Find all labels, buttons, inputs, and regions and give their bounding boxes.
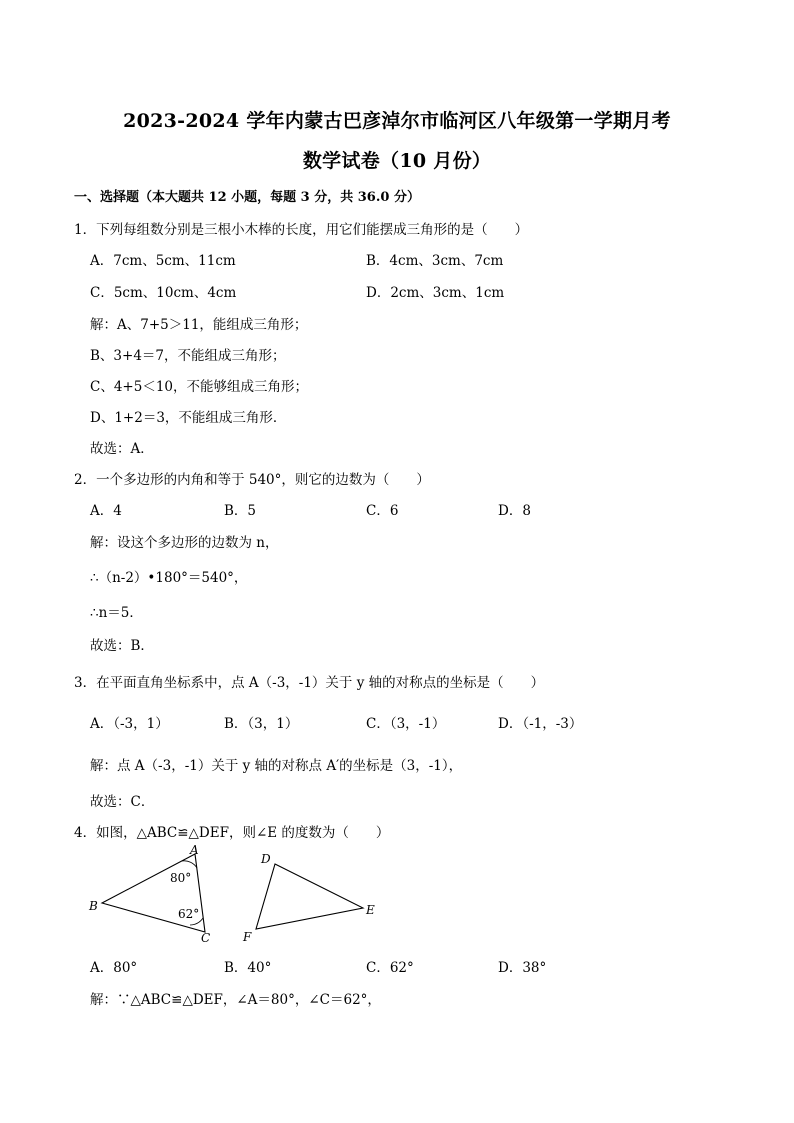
q2-option-d: D．8 bbox=[498, 503, 531, 519]
angle-c-value: 62° bbox=[178, 907, 200, 921]
angle-a-arc bbox=[182, 861, 197, 868]
q1-solution-line: 解：A、7+5＞11，能组成三角形； bbox=[90, 317, 308, 333]
q4-stem: 4．如图，△ABC≌△DEF，则∠E 的度数为（ ） bbox=[74, 825, 390, 841]
q4-option-a: A．80° bbox=[90, 960, 138, 976]
q2-option-b: B．5 bbox=[224, 503, 257, 519]
q1-stem: 1．下列每组数分别是三根小木棒的长度，用它们能摆成三角形的是（ ） bbox=[74, 222, 529, 238]
q2-option-c: C．6 bbox=[366, 503, 399, 519]
vertex-c-label: C bbox=[201, 931, 211, 945]
q2-stem: 2．一个多边形的内角和等于 540°，则它的边数为（ ） bbox=[74, 472, 430, 488]
q4-solution-line: 解：∵△ABC≌△DEF，∠A＝80°，∠C＝62°， bbox=[90, 992, 381, 1008]
q1-option-a: A．7cm、5cm、11cm bbox=[90, 253, 236, 269]
q3-answer: 故选：C． bbox=[90, 794, 155, 810]
q4-option-d: D．38° bbox=[498, 960, 547, 976]
q3-stem: 3．在平面直角坐标系中，点 A（-3，-1）关于 y 轴的对称点的坐标是（ ） bbox=[74, 675, 545, 691]
q2-solution-line: 解：设这个多边形的边数为 n， bbox=[90, 535, 279, 551]
vertex-f-label: F bbox=[243, 930, 252, 944]
q2-solution-line: ∴n＝5． bbox=[90, 605, 143, 621]
q3-option-b: B．（3，1） bbox=[224, 716, 299, 732]
q1-option-c: C．5cm、10cm、4cm bbox=[90, 285, 237, 301]
q4-option-c: C．62° bbox=[366, 960, 414, 976]
exam-title: 2023-2024 学年内蒙古巴彦淖尔市临河区八年级第一学期月考 bbox=[123, 110, 671, 132]
q1-solution-line: B、3+4＝7，不能组成三角形； bbox=[90, 348, 286, 364]
q1-option-d: D．2cm、3cm、1cm bbox=[366, 285, 505, 301]
q2-option-a: A．4 bbox=[90, 503, 122, 519]
vertex-a-label: A bbox=[190, 843, 199, 857]
q2-solution-line: ∴（n-2）•180°＝540°， bbox=[90, 570, 248, 586]
vertex-d-label: D bbox=[261, 852, 271, 866]
q4-option-b: B．40° bbox=[224, 960, 272, 976]
angle-a-value: 80° bbox=[170, 871, 192, 885]
q3-option-d: D．（-1，-3） bbox=[498, 716, 583, 732]
q1-solution-line: D、1+2＝3，不能组成三角形． bbox=[90, 410, 287, 426]
vertex-e-label: E bbox=[366, 903, 375, 917]
exam-subtitle: 数学试卷（10 月份） bbox=[302, 150, 492, 172]
q1-option-b: B．4cm、3cm、7cm bbox=[366, 253, 504, 269]
q3-option-a: A．（-3，1） bbox=[90, 716, 169, 732]
q3-option-c: C．（3，-1） bbox=[366, 716, 446, 732]
q1-answer: 故选：A． bbox=[90, 441, 154, 457]
q1-solution-line: C、4+5＜10，不能够组成三角形； bbox=[90, 379, 308, 395]
triangle-def bbox=[256, 864, 363, 929]
vertex-b-label: B bbox=[89, 899, 98, 913]
section-heading: 一、选择题（本大题共 12 小题，每题 3 分，共 36.0 分） bbox=[74, 190, 420, 205]
triangle-figure bbox=[80, 840, 400, 955]
q3-solution-line: 解：点 A（-3，-1）关于 y 轴的对称点 A′的坐标是（3，-1）， bbox=[90, 758, 463, 774]
q2-answer: 故选：B． bbox=[90, 638, 154, 654]
